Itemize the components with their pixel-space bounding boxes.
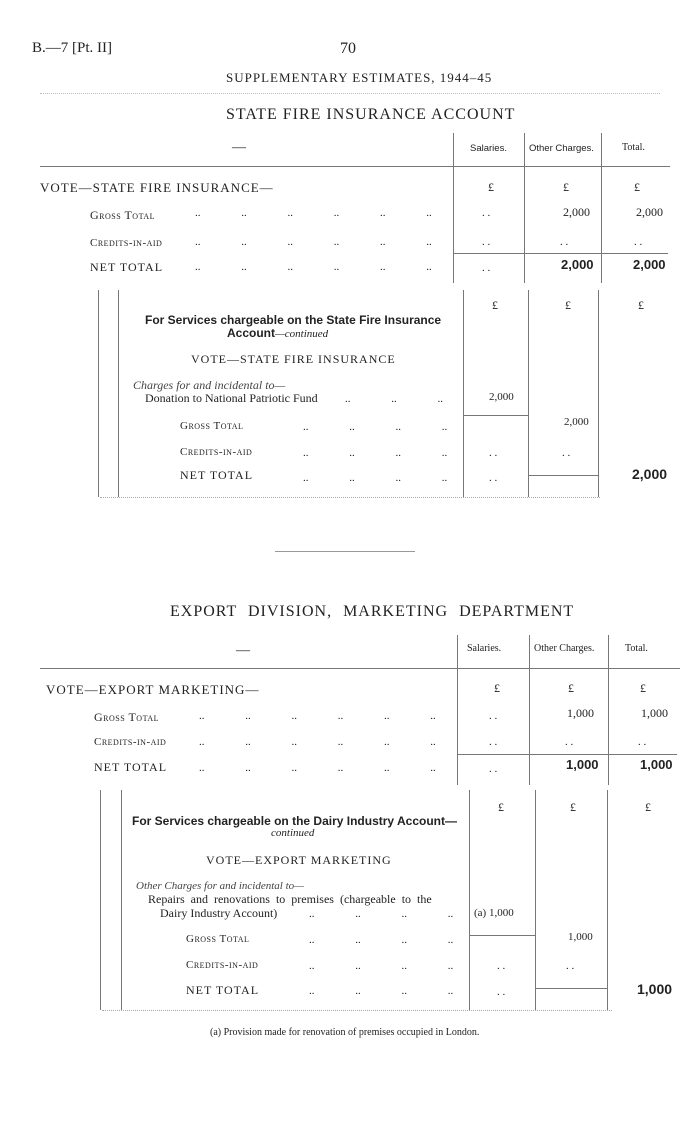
cell-other: . . xyxy=(562,447,571,459)
row-label: NET TOTAL xyxy=(90,260,164,274)
cell-salaries: . . xyxy=(497,960,506,972)
col-rule xyxy=(457,635,458,785)
subtotal-rule xyxy=(469,935,535,936)
section-title: EXPORT DIVISION, MARKETING DEPARTMENT xyxy=(170,603,575,620)
col-header-other-charges: Other Charges. xyxy=(529,143,594,154)
table-head-rule xyxy=(40,166,670,167)
dot-leader: .. .. .. .. .. .. xyxy=(199,762,436,774)
sub-table-rule xyxy=(118,290,119,497)
subtotal-rule xyxy=(463,415,528,416)
col-rule xyxy=(528,290,529,497)
table-head-rule xyxy=(40,668,680,669)
dot-leader: .. .. .. .. xyxy=(303,472,448,484)
cell-total: . . xyxy=(634,236,643,248)
pound-sign: £ xyxy=(488,180,494,194)
item-label-line1: Repairs and renovations to premises (chargeable to the xyxy=(148,892,432,906)
sub-table-rule xyxy=(98,290,99,497)
cell-salaries: . . xyxy=(489,763,498,775)
row-label: Credits-in-aid xyxy=(94,736,167,748)
section-separator xyxy=(275,551,415,552)
sub-vote-title: VOTE—STATE FIRE INSURANCE xyxy=(191,352,396,366)
cell-salaries: . . xyxy=(497,986,506,998)
pound-sign: £ xyxy=(563,180,569,194)
subtotal-rule xyxy=(535,988,607,989)
pound-sign: £ xyxy=(645,800,651,814)
sub-heading-line1: For Services chargeable on the State Fire Insurance xyxy=(145,313,442,327)
sub-table-bottom-rule xyxy=(102,1010,612,1011)
col-header-total: Total. xyxy=(622,142,645,153)
stub-column-dash: — xyxy=(236,643,250,658)
dot-leader: .. .. .. .. .. .. xyxy=(195,261,432,273)
cell-other: 2,000 xyxy=(561,257,594,272)
cell-salaries: . . xyxy=(482,262,491,274)
col-rule xyxy=(529,635,530,785)
continued-label: —continued xyxy=(275,328,329,340)
row-label: Credits-in-aid xyxy=(90,237,163,249)
row-label: Gross Total xyxy=(180,420,244,432)
col-header-other-charges: Other Charges. xyxy=(534,643,595,654)
pound-sign: £ xyxy=(640,681,646,695)
cell-total: . . xyxy=(638,736,647,748)
cell-total: 1,000 xyxy=(641,706,668,720)
col-rule xyxy=(524,133,525,283)
dot-leader: .. .. .. .. .. .. xyxy=(195,236,432,248)
item-label: Donation to National Patriotic Fund xyxy=(145,391,318,405)
dot-leader: .. .. .. .. xyxy=(303,421,448,433)
pound-sign: £ xyxy=(498,800,504,814)
cell-other: . . xyxy=(566,960,575,972)
cell-salaries: . . xyxy=(482,236,491,248)
col-rule xyxy=(535,790,536,1010)
pound-sign: £ xyxy=(638,298,644,312)
cell-other: 1,000 xyxy=(566,757,599,772)
cell-salaries: . . xyxy=(489,736,498,748)
stub-column-dash: — xyxy=(232,140,246,155)
dot-leader: .. .. .. .. .. .. xyxy=(195,207,432,219)
row-label: Gross Total xyxy=(90,208,155,222)
cell-salaries: . . xyxy=(482,207,491,219)
row-label: Gross Total xyxy=(94,710,159,724)
cell-salaries: (a) 1,000 xyxy=(474,907,514,919)
col-rule xyxy=(598,290,599,497)
dot-leader: .. .. .. .. xyxy=(309,960,454,972)
dot-leader: .. .. .. .. .. .. xyxy=(199,736,436,748)
col-rule xyxy=(601,133,602,283)
col-header-salaries: Salaries. xyxy=(467,643,502,654)
vote-title: VOTE—EXPORT MARKETING— xyxy=(46,682,260,697)
dot-leader: .. .. .. xyxy=(345,393,443,405)
pound-sign: £ xyxy=(568,681,574,695)
cell-other: 1,000 xyxy=(567,706,594,720)
col-header-salaries: Salaries. xyxy=(470,143,507,154)
pound-sign: £ xyxy=(492,298,498,312)
subtotal-rule xyxy=(453,253,668,254)
cell-other: . . xyxy=(560,236,569,248)
running-title: SUPPLEMENTARY ESTIMATES, 1944–45 xyxy=(226,70,493,85)
sub-vote-title: VOTE—EXPORT MARKETING xyxy=(206,853,392,867)
cell-total: 2,000 xyxy=(636,205,663,219)
row-label: Credits-in-aid xyxy=(186,959,259,971)
col-rule xyxy=(608,635,609,785)
document-reference: B.—7 [Pt. II] xyxy=(32,40,112,56)
cell-total: 2,000 xyxy=(632,466,668,482)
col-rule xyxy=(453,133,454,283)
col-rule xyxy=(469,790,470,1010)
dot-leader: .. .. .. .. xyxy=(309,908,454,920)
cell-salaries: 2,000 xyxy=(489,391,514,403)
subtotal-rule xyxy=(528,475,598,476)
col-header-total: Total. xyxy=(625,643,648,654)
charges-heading: Other Charges for and incidental to— xyxy=(136,880,304,892)
row-label: NET TOTAL xyxy=(94,760,168,774)
cell-total: 2,000 xyxy=(633,257,666,272)
footnote: (a) Provision made for renovation of premises occupied in London. xyxy=(210,1027,480,1038)
cell-other: 2,000 xyxy=(563,205,590,219)
dot-leader: .. .. .. .. xyxy=(309,985,454,997)
pound-sign: £ xyxy=(565,298,571,312)
row-label: Gross Total xyxy=(186,933,250,945)
item-label-line2: Dairy Industry Account) xyxy=(160,906,278,920)
dot-leader: .. .. .. .. xyxy=(309,934,454,946)
cell-total: 1,000 xyxy=(637,981,673,997)
pound-sign: £ xyxy=(634,180,640,194)
charges-heading: Charges for and incidental to— xyxy=(133,378,286,392)
cell-other: 2,000 xyxy=(564,416,589,428)
page-number: 70 xyxy=(340,40,356,57)
subtotal-rule xyxy=(457,754,677,755)
row-label: Credits-in-aid xyxy=(180,446,253,458)
cell-total: 1,000 xyxy=(640,757,673,772)
section-title: STATE FIRE INSURANCE ACCOUNT xyxy=(226,106,516,123)
sub-heading-line2 xyxy=(227,326,328,341)
sub-table-bottom-rule xyxy=(100,497,600,498)
dot-leader: .. .. .. .. xyxy=(303,447,448,459)
row-label: NET TOTAL xyxy=(186,983,260,997)
pound-sign: £ xyxy=(570,800,576,814)
continued-label: continued xyxy=(271,827,315,839)
sub-heading-line1: For Services chargeable on the Dairy Industry Account— xyxy=(132,814,457,828)
cell-other: . . xyxy=(565,736,574,748)
cell-salaries: . . xyxy=(489,710,498,722)
cell-salaries: . . xyxy=(489,472,498,484)
row-label: NET TOTAL xyxy=(180,468,254,482)
col-rule xyxy=(463,290,464,497)
sub-table-rule xyxy=(100,790,101,1010)
cell-other: 1,000 xyxy=(568,931,593,943)
pound-sign: £ xyxy=(494,681,500,695)
sub-heading-account: Account xyxy=(227,326,275,340)
cell-salaries: . . xyxy=(489,447,498,459)
sub-table-rule xyxy=(121,790,122,1010)
header-rule xyxy=(40,93,660,94)
col-rule xyxy=(607,790,608,1010)
vote-title: VOTE—STATE FIRE INSURANCE— xyxy=(40,180,274,195)
dot-leader: .. .. .. .. .. .. xyxy=(199,710,436,722)
